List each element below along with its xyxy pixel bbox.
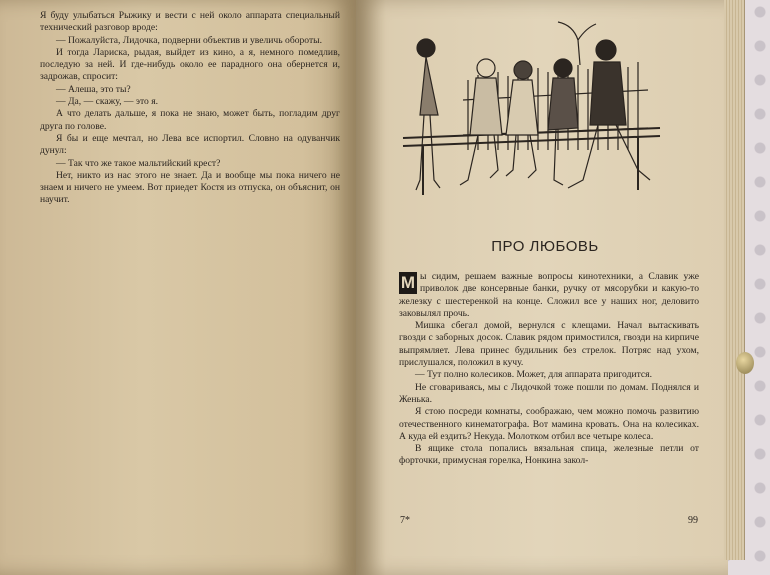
figure-girl-middle [506, 61, 538, 178]
paragraph: — Да, — скажу, — это я. [56, 96, 159, 108]
paragraph: Я бы и еще мечтал, но Лева все испортил. Словно на одуванчик дунул: [40, 132, 340, 157]
page-number: 99 [688, 515, 698, 526]
paragraph: Не сговариваясь, мы с Лидочкой тоже пошли по домам. Поднялся и Женька. [399, 381, 699, 405]
paragraph: В ящике стола попались вязальная спица, железные петли от форточки, примусная горелка, Нонкина закол- [399, 443, 699, 467]
page-edges [724, 0, 745, 560]
figure-girl-dark [548, 59, 578, 185]
children-on-bench-illustration [398, 20, 663, 225]
paragraph: Я буду улыбаться Рыжику и вести с ней около аппарата специальный технический разговор вроде: [40, 10, 340, 34]
first-paragraph-text: ы сидим, решаем важные вопросы кинотехники, а Славик уже приволок две консервные банки, ручку от мясорубки и какую-то железку с шестеренкой на конце. Сложил все у наших ног, деловито заковылял прочь. [399, 271, 699, 319]
figure-boy-glasses [460, 59, 502, 185]
paragraph: Мишка сбегал домой, вернулся с клещами. Начал вытаскивать гвозди с заборных досок. Славик рядом примостился, гвозди на кирпиче выпрямляет. Лева принес будильник без стрелок. Потряс над ухом, прислушался, положил в кучу. [399, 320, 699, 369]
paragraph: А что делать дальше, я пока не знаю, может быть, погладим друг друга по голове. [40, 108, 340, 132]
figure-girl-left [416, 39, 440, 190]
chapter-title: ПРО ЛЮБОВЬ [491, 238, 599, 255]
paragraph: — Алеша, это ты? [56, 83, 131, 95]
left-page-text [40, 10, 340, 207]
right-page-text [399, 271, 699, 468]
left-page [0, 0, 356, 575]
drop-cap: М [400, 273, 416, 292]
paragraph: — Тут полно колесиков. Может, для аппарата пригодится. [415, 369, 652, 381]
paragraph: Я стою посреди комнаты, соображаю, чем можно помочь развитию отечественного кинематографа. Вот мамина кровать. Она на колесиках. А куда ей ездить? Некуда. Молотком отбил все четыре колеса. [399, 406, 699, 442]
first-paragraph [399, 271, 699, 320]
bead-decoration [736, 352, 754, 374]
paragraph: И тогда Лариска, рыдая, выйдет из кино, а я, немного помедлив, последую за ней. И где-нибудь около ее парадного она обернется и, задрожав, спросит: [40, 46, 340, 83]
paragraph: — Так что же такое мальтийский крест? [56, 157, 221, 169]
signature-mark: 7* [400, 515, 410, 526]
paragraph: Нет, никто из нас этого не знает. Да и вообще мы пока ничего не знаем и ничего не умеем. Вот приедет Костя из отпуска, он объяснит, он научит. [40, 169, 340, 206]
paragraph: — Пожалуйста, Лидочка, подверни объектив и увеличь обороты. [56, 34, 322, 46]
